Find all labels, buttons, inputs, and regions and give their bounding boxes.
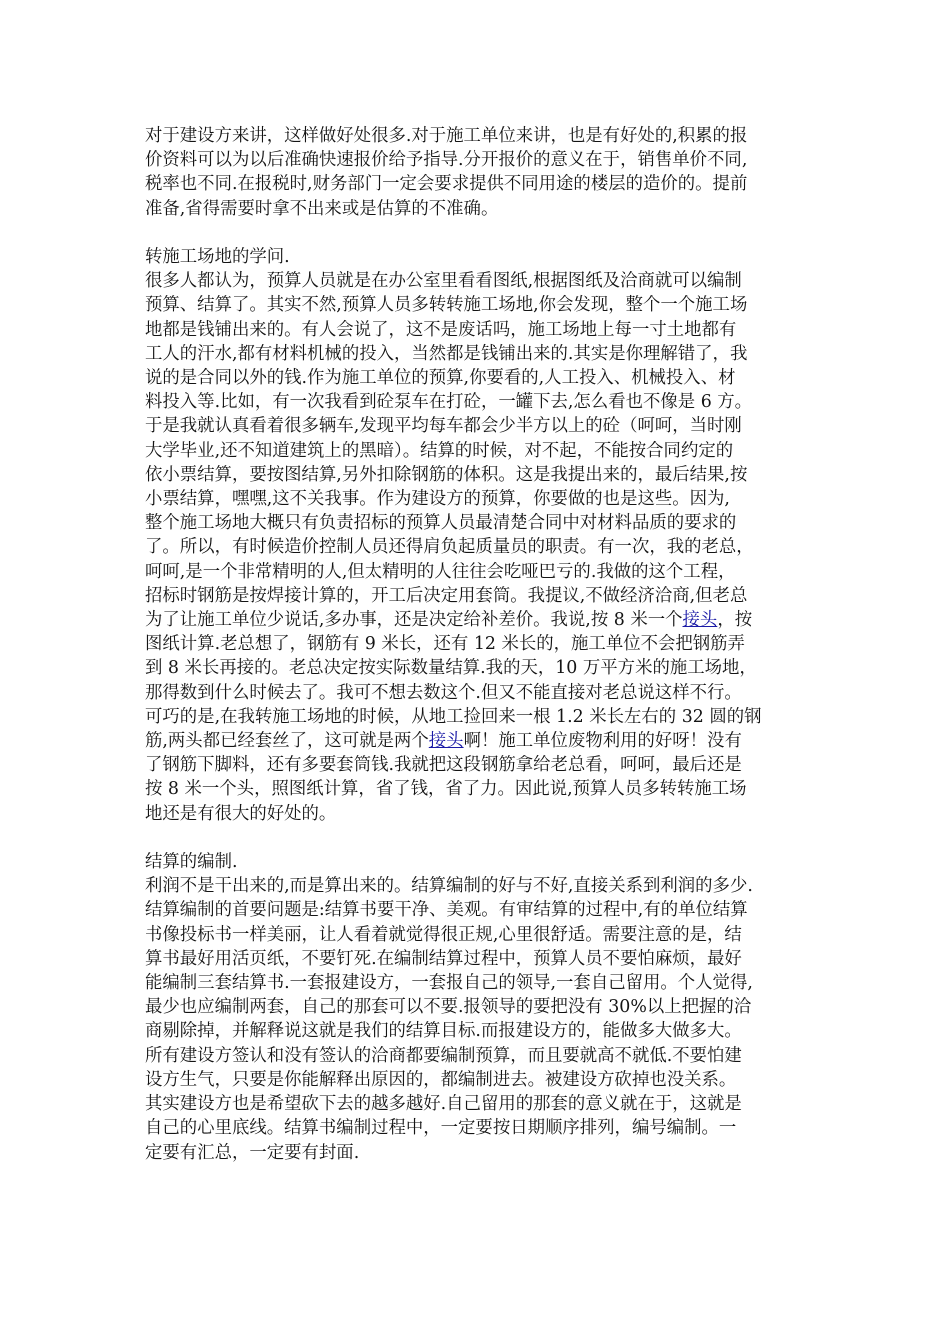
section-settlement	[145, 850, 825, 1165]
text-line: 依小票结算，要按图结算,另外扣除钢筋的体积。这是我提出来的，最后结果,按	[145, 464, 748, 485]
document-page	[145, 124, 825, 1165]
text-fragment: ，按	[717, 610, 753, 631]
text-line: 书像投标书一样美丽，让人看着就觉得很正规,心里很舒适。需要注意的是，结	[145, 924, 742, 945]
text-line: 预算、结算了。其实不然,预算人员多转转施工场地,你会发现，整个一个施工场	[145, 295, 748, 316]
text-line: 利润不是干出来的,而是算出来的。结算编制的好与不好,直接关系到利润的多少.	[145, 876, 753, 897]
text-fragment: 为了让施工单位少说话,多办事，还是决定给补差价。我说,按 8 米一个	[145, 610, 683, 631]
text-line: 所有建设方签认和没有签认的洽商都要编制预算，而且要就高不就低.不要怕建	[145, 1045, 742, 1066]
text-line: 整个施工场地大概只有负责招标的预算人员最清楚合同中对材料品质的要求的	[145, 513, 737, 534]
text-line: 其实建设方也是希望砍下去的越多越好.自己留用的那套的意义就在于，这就是	[145, 1094, 742, 1115]
text-line: 说的是合同以外的钱.作为施工单位的预算,你要看的,人工投入、机械投入、材	[145, 368, 736, 389]
text-line: 地还是有很大的好处的。	[145, 803, 337, 824]
text-line: 可巧的是,在我转施工场地的时候，从地工捡回来一根 1.2 米长左右的 32 圆的钢	[145, 706, 762, 727]
text-line: 呵呵,是一个非常精明的人,但太精明的人往往会吃哑巴亏的.我做的这个工程，	[145, 561, 736, 582]
paragraph-1	[145, 124, 825, 221]
text-line: 地都是钱铺出来的。有人会说了，这不是废话吗，施工场地上每一寸土地都有	[145, 319, 737, 340]
text-line: 价资料可以为以后准确快速报价给予指导.分开报价的意义在于，销售单价不同,	[145, 150, 748, 171]
text-line: 小票结算，嘿嘿,这不关我事。作为建设方的预算，你要做的也是这些。因为,	[145, 489, 730, 510]
text-line: 最少也应编制两套，自己的那套可以不要.报领导的要把没有 30%以上把握的洽	[145, 997, 752, 1018]
text-fragment: 啊！施工单位废物利用的好呀！没有	[463, 731, 742, 752]
text-line: 那得数到什么时候去了。我可不想去数这个.但又不能直接对老总说这样不行。	[145, 682, 742, 703]
text-line: 设方生气，只要是你能解释出原因的，都编制进去。被建设方砍掉也没关系。	[145, 1069, 737, 1090]
text-line: 按 8 米一个头，照图纸计算，省了钱，省了力。因此说,预算人员多转转施工场	[145, 779, 747, 800]
text-line: 了钢筋下脚料，还有多要套筒钱.我就把这段钢筋拿给老总看，呵呵，最后还是	[145, 755, 742, 776]
text-line: 算书最好用活页纸，不要钉死.在编制结算过程中，预算人员不要怕麻烦，最好	[145, 948, 742, 969]
section-site-visits	[145, 245, 825, 826]
text-line: 图纸计算.老总想了，钢筋有 9 米长，还有 12 米长的，施工单位不会把钢筋弄	[145, 634, 745, 655]
text-line: 商剔除掉，并解释说这就是我们的结算目标.而报建设方的，能做多大做多大。	[145, 1021, 742, 1042]
text-line: 了。所以，有时候造价控制人员还得肩负起质量员的职责。有一次，我的老总，	[145, 537, 754, 558]
section-heading: 结算的编制.	[145, 852, 238, 873]
paragraph-gap	[145, 221, 825, 245]
text-line: 工人的汗水,都有材料机械的投入，当然都是钱铺出来的.其实是你理解错了，我	[145, 343, 748, 364]
text-line: 自己的心里底线。结算书编制过程中，一定要按日期顺序排列，编号编制。一	[145, 1118, 737, 1139]
text-line: 能编制三套结算书.一套报建设方，一套报自己的领导,一套自己留用。个人觉得,	[145, 973, 753, 994]
joint-link[interactable]: 接头	[428, 731, 464, 752]
text-line: 定要有汇总，一定要有封面.	[145, 1142, 360, 1163]
text-line-with-link	[145, 729, 825, 753]
paragraph-gap	[145, 826, 825, 850]
text-line-with-link	[145, 608, 825, 632]
text-line: 料投入等.比如，有一次我看到砼泵车在打砼，一罐下去,怎么看也不像是 6 方。	[145, 392, 753, 413]
text-line: 准备,省得需要时拿不出来或是估算的不准确。	[145, 198, 499, 219]
text-line: 很多人都认为，预算人员就是在办公室里看看图纸,根据图纸及洽商就可以编制	[145, 271, 742, 292]
section-heading: 转施工场地的学问.	[145, 247, 290, 267]
text-line: 招标时钢筋是按焊接计算的，开工后决定用套筒。我提议,不做经济洽商,但老总	[145, 585, 748, 606]
text-line: 对于建设方来讲，这样做好处很多.对于施工单位来讲，也是有好处的,积累的报	[145, 126, 748, 146]
text-fragment: 筋,两头都已经套丝了，这可就是两个	[145, 731, 429, 752]
text-line: 结算编制的首要问题是:结算书要干净、美观。有审结算的过程中,有的单位结算	[145, 900, 748, 921]
text-line: 于是我就认真看着很多辆车,发现平均每车都会少半方以上的砼（呵呵，当时刚	[145, 416, 742, 437]
text-line: 税率也不同.在报税时,财务部门一定会要求提供不同用途的楼层的造价的。提前	[145, 174, 748, 195]
joint-link[interactable]: 接头	[682, 610, 718, 631]
text-line: 到 8 米长再接的。老总决定按实际数量结算.我的天，10 万平方米的施工场地，	[145, 658, 757, 679]
text-line: 大学毕业,还不知道建筑上的黑暗）。结算的时候，对不起，不能按合同约定的	[145, 440, 734, 461]
